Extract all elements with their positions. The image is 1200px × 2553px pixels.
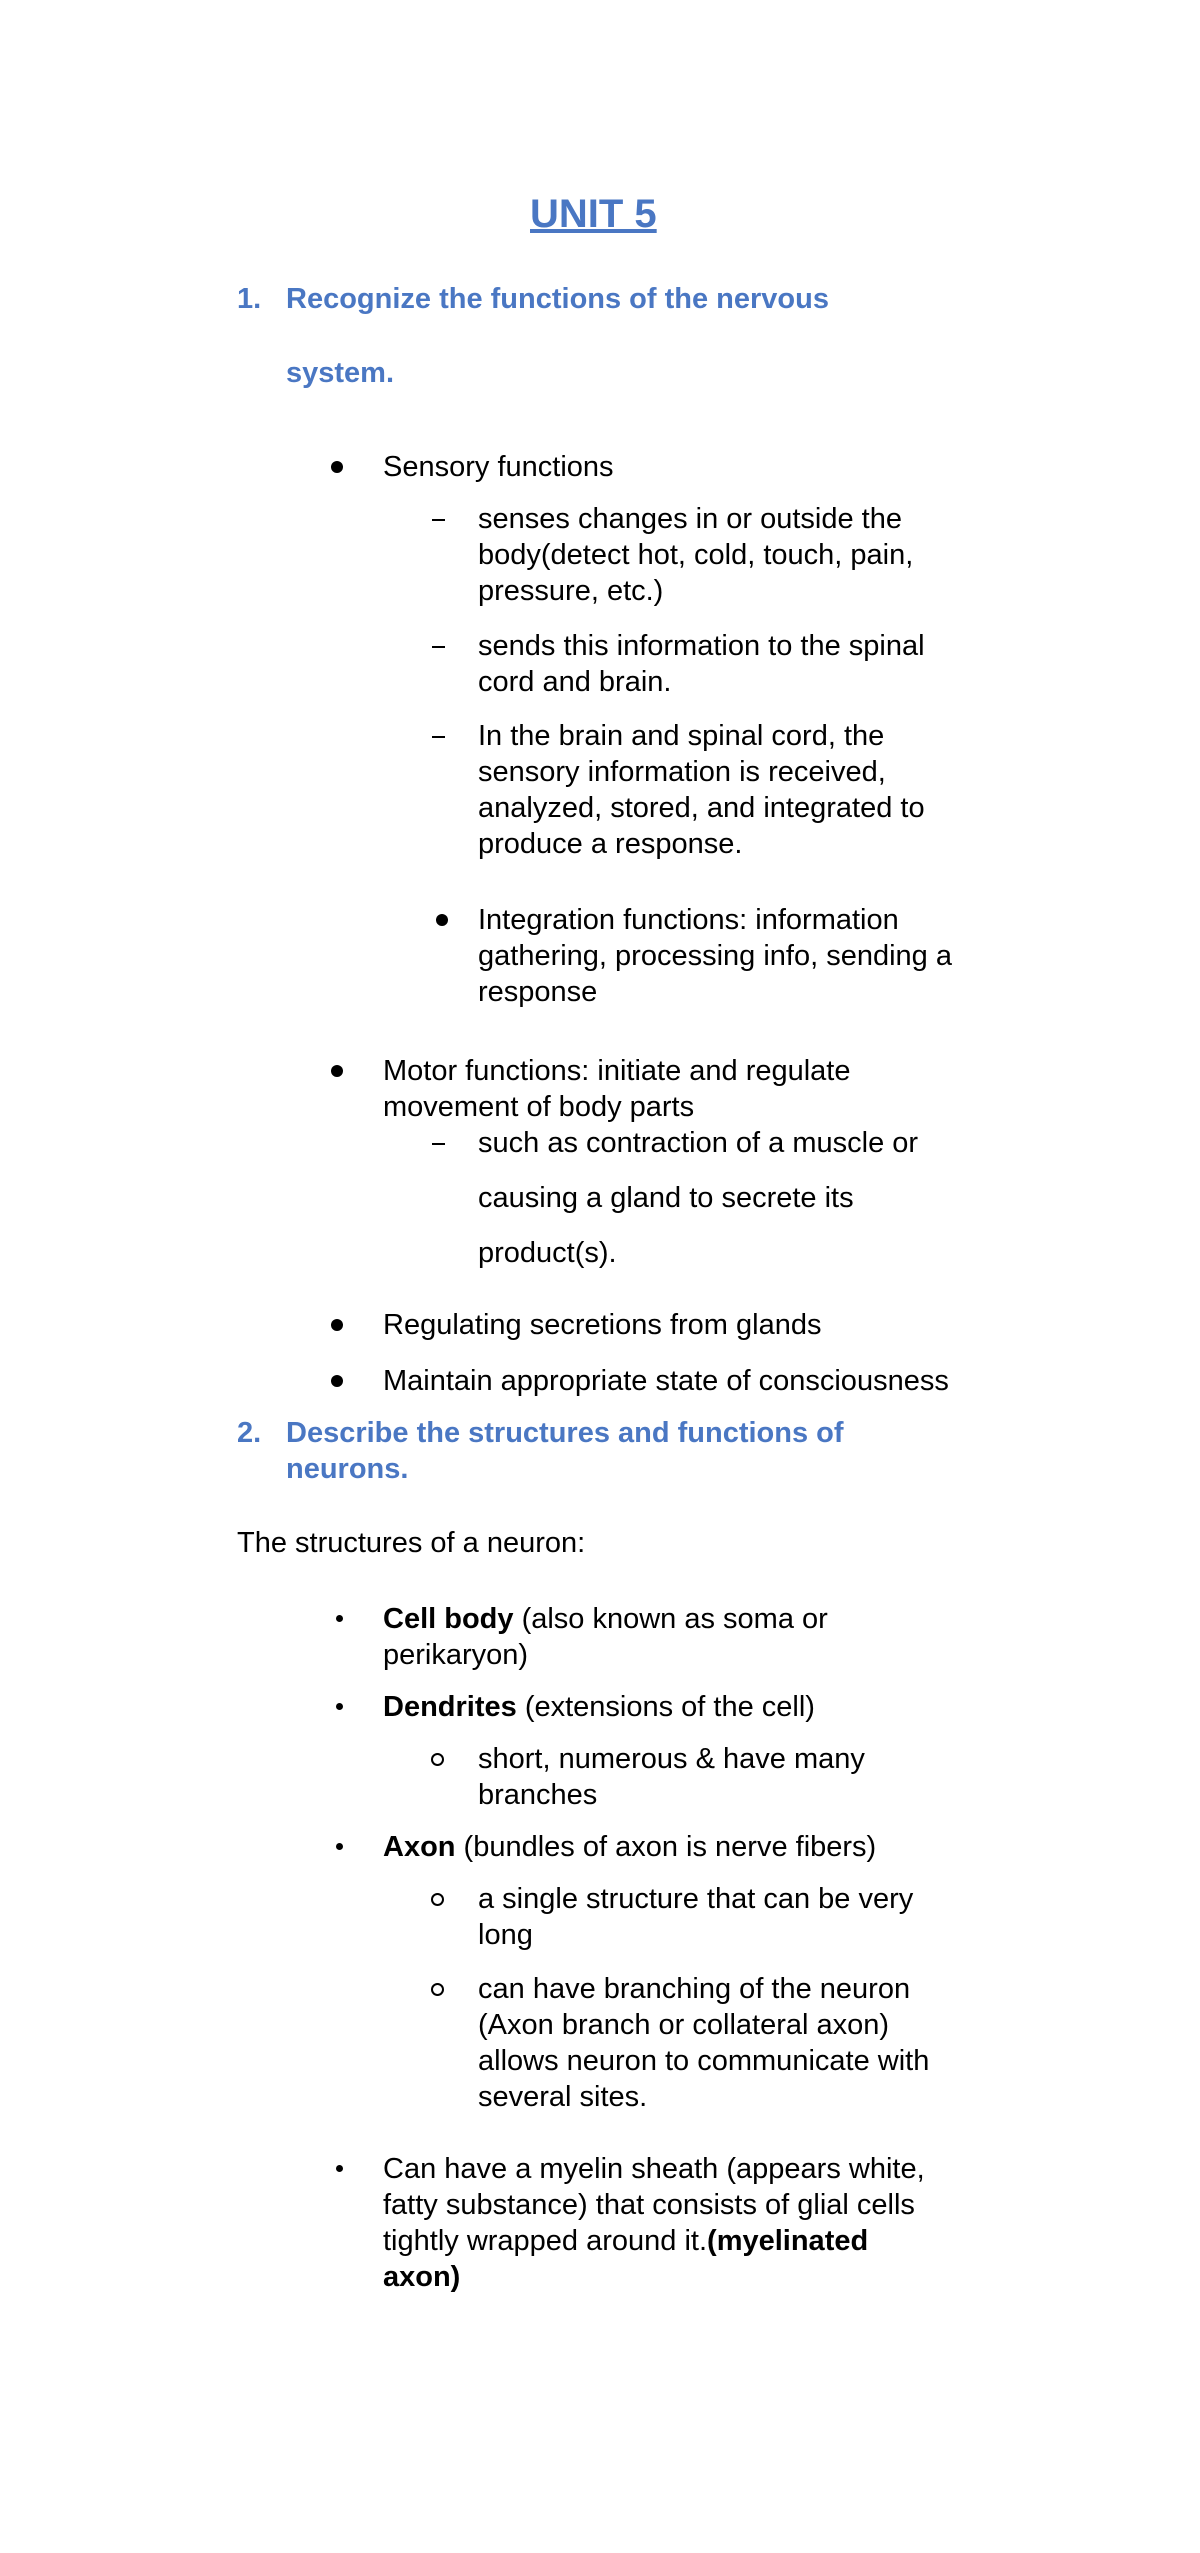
bullet-icon [331,461,343,473]
circle-bullet-icon [431,1753,444,1766]
dendrites-line [383,1689,815,1725]
regulating-secretions: Regulating secretions from glands [383,1309,822,1341]
myelin-line3 [383,2223,868,2259]
sensory-sub3-line4: produce a response. [478,828,743,860]
bullet-icon [331,1319,343,1331]
sensory-sub3-line1: In the brain and spinal cord, the [478,720,885,752]
maintain-consciousness: Maintain appropriate state of consciousness [383,1365,949,1397]
cell-body-term: Cell body [383,1603,514,1635]
axon-term: Axon [383,1831,456,1863]
dash-icon [432,1143,445,1145]
sensory-sub1-line2: body(detect hot, cold, touch, pain, [478,539,914,571]
cell-body-desc: (also known as soma or [513,1603,828,1635]
sensory-sub1-line3: pressure, etc.) [478,575,664,607]
motor-sub-line3: product(s). [478,1237,617,1269]
dash-icon [432,646,445,648]
sensory-sub2-line1: sends this information to the spinal [478,630,925,662]
bullet-icon [436,914,448,926]
q1-heading-line1: Recognize the functions of the nervous [286,283,829,315]
axon-sub2-line3: allows neuron to communicate with [478,2045,930,2077]
sensory-sub3-line2: sensory information is received, [478,756,886,788]
myelin-line2: fatty substance) that consists of glial cells [383,2189,915,2221]
sensory-sub2-line2: cord and brain. [478,666,672,698]
q1-number: 1. [237,283,262,315]
integration-line2: gathering, processing info, sending a [478,940,952,972]
integration-line1: Integration functions: information [478,904,899,936]
structures-intro: The structures of a neuron: [237,1527,586,1559]
q2-heading-line1: Describe the structures and functions of [286,1417,844,1449]
bullet-icon [336,2165,343,2172]
sensory-sub3-line3: analyzed, stored, and integrated to [478,792,925,824]
dendrites-sub-line2: branches [478,1779,598,1811]
dendrites-desc: (extensions of the cell) [516,1691,815,1723]
cell-body-line1 [383,1601,828,1637]
motor-line2: movement of body parts [383,1091,695,1123]
circle-bullet-icon [431,1983,444,1996]
axon-sub1-line1: a single structure that can be very [478,1883,914,1915]
sensory-functions-label: Sensory functions [383,451,614,483]
myelin-line1: Can have a myelin sheath (appears white, [383,2153,925,2185]
q2-heading-line2: neurons. [286,1453,409,1485]
motor-sub-line1: such as contraction of a muscle or [478,1127,919,1159]
bullet-icon [331,1375,343,1387]
bullet-icon [336,1843,343,1850]
sensory-sub1-line1: senses changes in or outside the [478,503,902,535]
dash-icon [432,736,445,738]
motor-line1: Motor functions: initiate and regulate [383,1055,851,1087]
myelinated-term: (myelinated [707,2225,869,2257]
q1-heading-line2: system. [286,357,395,389]
motor-sub-line2: causing a gland to secrete its [478,1182,854,1214]
bullet-icon [336,1615,343,1622]
bullet-icon [331,1065,343,1077]
axon-sub2-line1: can have branching of the neuron [478,1973,911,2005]
axon-desc: (bundles of axon is nerve fibers) [455,1831,877,1863]
axon-sub1-line2: long [478,1919,533,1951]
axon-term-closing: axon) [383,2261,461,2293]
dendrites-sub-line1: short, numerous & have many [478,1743,865,1775]
cell-body-line2: perikaryon) [383,1639,529,1671]
axon-sub2-line2: (Axon branch or collateral axon) [478,2009,890,2041]
q2-number: 2. [237,1417,262,1449]
circle-bullet-icon [431,1893,444,1906]
integration-line3: response [478,976,598,1008]
page-title: UNIT 5 [530,192,657,236]
bullet-icon [336,1703,343,1710]
axon-line [383,1829,876,1865]
axon-sub2-line4: several sites. [478,2081,648,2113]
myelin-line3-text: tightly wrapped around it. [383,2225,708,2257]
myelin-line4 [383,2259,460,2295]
dendrites-term: Dendrites [383,1691,517,1723]
dash-icon [432,519,445,521]
